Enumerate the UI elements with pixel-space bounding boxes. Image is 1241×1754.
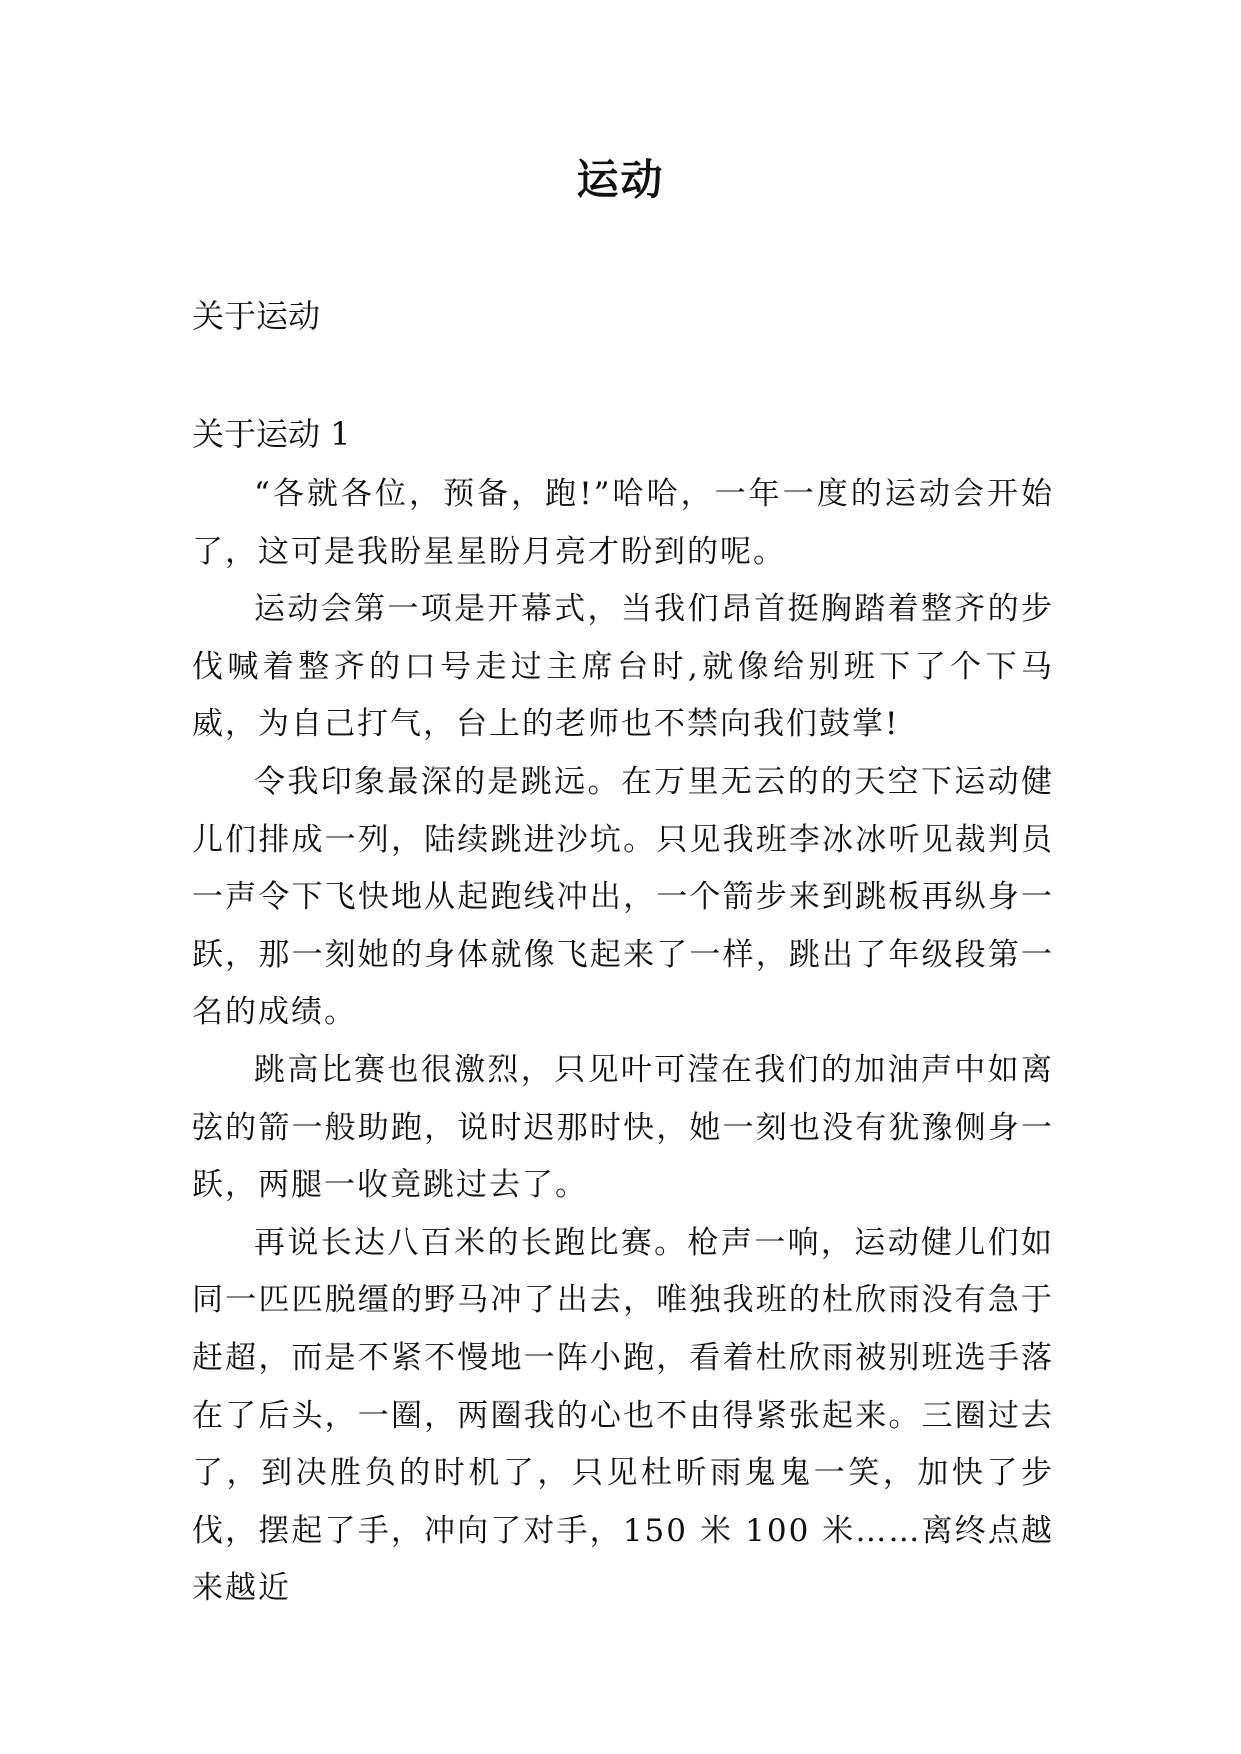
paragraph: “各就各位，预备，跑!”哈哈，一年一度的运动会开始了，这可是我盼星星盼月亮才盼到的呢。 <box>192 476 1054 570</box>
paragraph: 再说长达八百米的长跑比赛。枪声一响，运动健儿们如同一匹匹脱缰的野马冲了出去，唯独我班的杜欣雨没有急于赶超，而是不紧不慢地一阵小跑，看着杜欣雨被别班选手落在了后头，一圈，两圈我的心也不由得紧张起来。三圈过去了，到决胜负的时机了，只见杜昕雨鬼鬼一笑，加快了步伐，摆起了手，冲向了对手，150 米 100 米……离终点越来越近 <box>192 1224 1054 1607</box>
section-heading: 关于运动 1 <box>192 415 351 453</box>
paragraph: 令我印象最深的是跳远。在万里无云的的天空下运动健儿们排成一列，陆续跳进沙坑。只见我班李冰冰听见裁判员一声令下飞快地从起跑线冲出，一个箭步来到跳板再纵身一跃，那一刻她的身体就像飞起来了一样，跳出了年级段第一名的成绩。 <box>192 763 1054 1031</box>
paragraph: 运动会第一项是开幕式，当我们昂首挺胸踏着整齐的步伐喊着整齐的口号走过主席台时,就像给别班下了个下马威，为自己打气，台上的老师也不禁向我们鼓掌! <box>192 591 1054 743</box>
document-subtitle: 关于运动 <box>192 297 321 335</box>
body-text <box>192 466 1054 1618</box>
document-title: 运动 <box>576 155 665 204</box>
paragraph: 跳高比赛也很激烈，只见叶可滢在我们的加油声中如离弦的箭一般助跑，说时迟那时快，她一刻也没有犹豫侧身一跃，两腿一收竟跳过去了。 <box>192 1051 1054 1204</box>
